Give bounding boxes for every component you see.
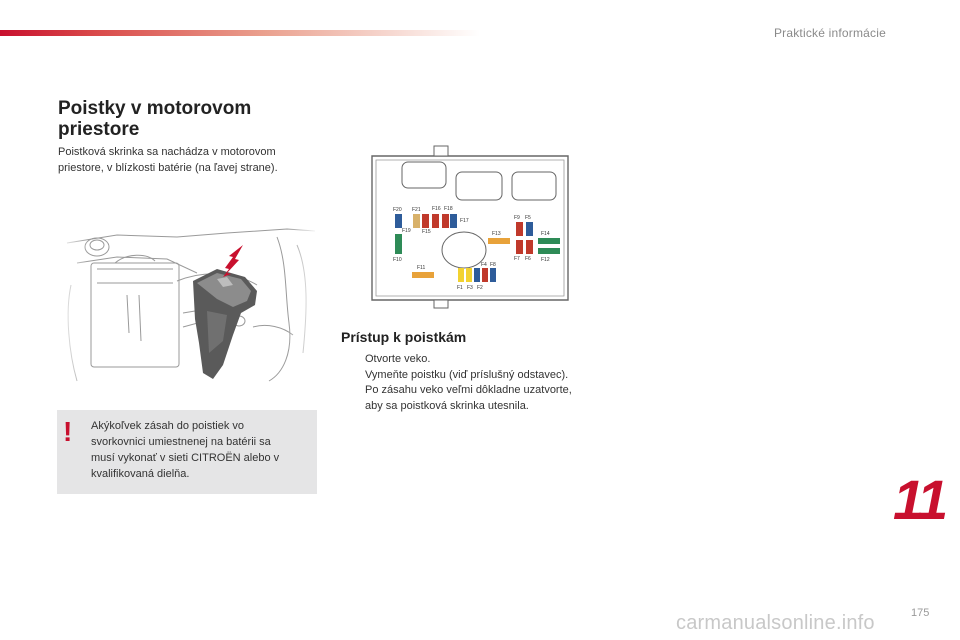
page-number: 175 [911,607,930,619]
list-item [341,352,611,368]
intro-line1: Poistková skrinka sa nachádza v motorovom [58,146,276,158]
intro-paragraph [58,144,320,176]
fuse-label-f7: F7 [514,256,520,262]
fusebox-diagram [340,138,600,314]
fuse-label-f19: F19 [402,228,411,234]
fuse-label-f11: F11 [417,265,426,271]
engine-bay-illustration [57,223,319,385]
fuse-label-f4: F4 [481,262,487,268]
step-text: Vymeňte poistku (viď príslušný odstavec). [365,368,569,381]
fuse-label-f8: F8 [490,262,496,268]
fuse-label-f1: F1 [457,285,463,291]
fuse-label-f6: F6 [525,256,531,262]
warning-text [91,418,309,482]
header-accent-bar [0,30,480,36]
chapter-number: 11 [893,468,946,531]
step-text-line2: aby sa poistková skrinka utesnila. [365,399,529,412]
fuse-label-f2: F2 [477,285,483,291]
fuse-label-f17: F17 [460,218,469,224]
list-item [341,383,611,414]
warning-box [57,410,317,494]
fuse-label-f16: F16 [432,206,441,212]
fuse-label-f10: F10 [393,257,402,263]
warning-line: svorkovnici umiestnenej na batérii sa [91,436,271,448]
fuse-label-f13: F13 [492,231,501,237]
fuse-label-f9: F9 [514,215,520,221]
access-title: Prístup k poistkám [341,329,467,345]
section-title-line2: priestore [58,119,140,140]
warning-line: musí vykonať v sieti CITROËN alebo v [91,452,280,464]
step-text-line1: Po zásahu veko veľmi dôkladne uzatvorte, [365,384,572,396]
fuse-label-f15: F15 [422,229,431,235]
section-title [58,98,318,140]
section-title-line1: Poistky v motorovom [58,98,252,119]
list-item [341,368,611,384]
fuse-label-f3: F3 [467,285,473,291]
fuse-label-f14: F14 [541,231,550,237]
fuse-label-f18: F18 [444,206,453,212]
step-text: Otvorte veko. [365,353,431,365]
warning-exclamation-icon: ! [63,416,73,447]
warning-line: Akýkoľvek zásah do poistiek vo [91,420,245,432]
watermark-text: carmanualsonline.info [676,612,875,634]
fuse-label-f21: F21 [412,207,421,213]
fuse-label-f20: F20 [393,207,402,213]
fuse-label-f5: F5 [525,215,531,221]
intro-line2: priestore, v blízkosti batérie (na ľavej strane). [58,162,278,174]
fuse-label-f12: F12 [541,257,550,263]
warning-line: kvalifikovaná dielňa. [91,468,190,480]
chapter-header-title: Praktické informácie [773,26,886,40]
access-steps-list [341,352,611,414]
